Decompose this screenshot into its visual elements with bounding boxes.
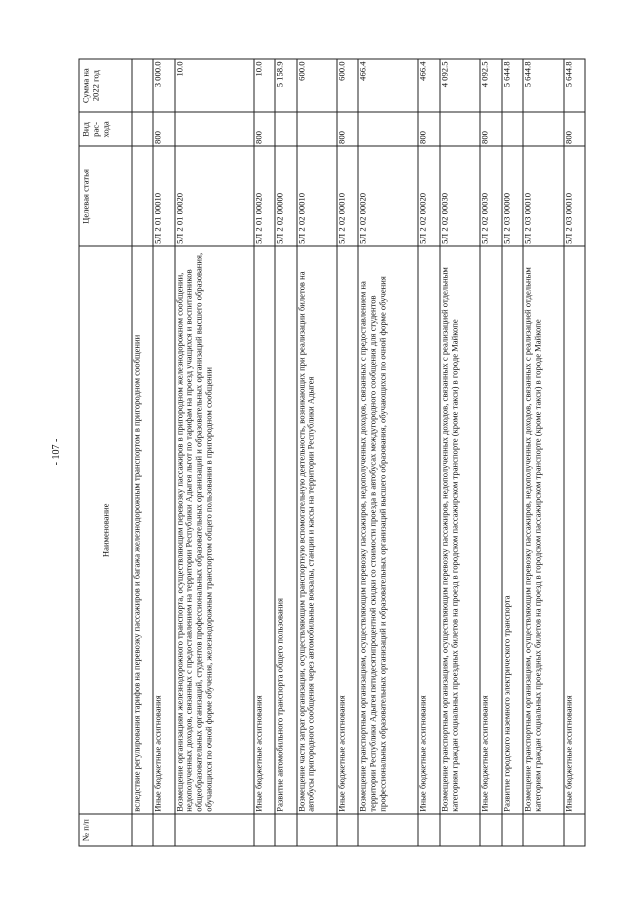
cell-code: 5Л 2 01 00010 (153, 146, 174, 246)
header-name: Наименование (79, 246, 132, 814)
cell-sum: 5 644.8 (502, 59, 523, 112)
cell-code: 5Л 2 03 00000 (502, 146, 523, 246)
cell-sum: 4 092.5 (480, 59, 501, 112)
cell-num (275, 814, 296, 846)
cell-sum: 4 092.5 (440, 59, 481, 112)
cell-sum: 466.4 (358, 59, 418, 112)
cell-sum: 10.0 (254, 59, 275, 112)
header-num: № п/п (79, 814, 132, 846)
cell-name: Иные бюджетные ассигнования (254, 246, 275, 814)
cell-vid: 800 (153, 112, 174, 146)
cell-num (564, 814, 585, 846)
cell-code: 5Л 2 02 00030 (480, 146, 501, 246)
cell-vid (175, 112, 254, 146)
cell-sum: 3 000.0 (153, 59, 174, 112)
table-row (440, 59, 481, 846)
cell-num (132, 814, 153, 846)
cell-num (523, 814, 564, 846)
cell-vid: 800 (418, 112, 439, 146)
cell-vid (358, 112, 418, 146)
table-body (132, 59, 585, 846)
cell-num (337, 814, 358, 846)
cell-name: Возмещение части затрат организации, осуществляющим транспортную вспомогательную деятельность, возникающих при реализации билетов на автобусы пригородного сообщения через автомобильные вокзалы, станции и кассы на территории Республики Адыгея (297, 246, 338, 814)
header-code: Целевая статья (79, 146, 132, 246)
cell-code: 5Л 2 03 00010 (523, 146, 564, 246)
cell-name: Иные бюджетные ассигнования (418, 246, 439, 814)
cell-code: 5Л 2 02 00010 (297, 146, 338, 246)
cell-code (132, 146, 153, 246)
cell-vid (275, 112, 296, 146)
cell-name: Возмещение транспортным организациям, осуществляющим перевозку пассажиров, недополученных доходов, связанных с предоставлением на территории Республики Адыгея пятидесятипроцентной скидки со стоимости проезда в автобусах междугородного сообщения для студентов профессиональных образовательных организаций и образовательных организаций высшего образования, обучающихся по очной форме обучения (358, 246, 418, 814)
cell-vid (502, 112, 523, 146)
rotated-page-content (79, 59, 586, 847)
cell-code: 5Л 2 01 00020 (254, 146, 275, 246)
cell-num (502, 814, 523, 846)
cell-code: 5Л 2 01 00020 (175, 146, 254, 246)
table-row (480, 59, 501, 846)
cell-num (153, 814, 174, 846)
table-row (175, 59, 254, 846)
table-row (337, 59, 358, 846)
table-row (523, 59, 564, 846)
table-row (132, 59, 153, 846)
cell-name: Возмещение транспортным организациям, осуществляющим перевозку пассажиров, недополученных доходов, связанных с реализацией отдельным категориям граждан социальных проездных билетов на проезд в городском пассажирском транспорте (кроме такси) в городе Майкопе (440, 246, 481, 814)
page-number: - 107 - (51, 438, 62, 466)
cell-sum: 600.0 (337, 59, 358, 112)
cell-code: 5Л 2 02 00010 (337, 146, 358, 246)
cell-num (440, 814, 481, 846)
cell-vid (297, 112, 338, 146)
table-row (564, 59, 585, 846)
table-header-row (79, 59, 132, 846)
cell-vid: 800 (254, 112, 275, 146)
cell-sum (132, 59, 153, 112)
cell-num (175, 814, 254, 846)
cell-vid: 800 (480, 112, 501, 146)
cell-name: Иные бюджетные ассигнования (337, 246, 358, 814)
table-row (275, 59, 296, 846)
table-row (502, 59, 523, 846)
cell-sum: 10.0 (175, 59, 254, 112)
cell-name: Возмещение организациям железнодорожного транспорта, осуществляющим перевозку пассажиров в пригородном железнодорожном сообщении, недополученных доходов, связанных с предоставлением на территории Республики Адыгея льгот по тарифам на проезд учащихся и воспитанников общеобразовательных организаций, студентов профессиональных образовательных организаций и образовательных организаций высшего образования, обучающихся по очной форме обучения, железнодорожным транспортом общего пользования в пригородном сообщении (175, 246, 254, 814)
table-row (418, 59, 439, 846)
cell-num (418, 814, 439, 846)
cell-name: Иные бюджетные ассигнования (564, 246, 585, 814)
cell-sum: 5 644.8 (564, 59, 585, 112)
cell-num (297, 814, 338, 846)
header-sum: Сумма на 2022 год (79, 59, 132, 112)
cell-sum: 466.4 (418, 59, 439, 112)
cell-num (254, 814, 275, 846)
cell-name: вследствие регулирования тарифов на перевозку пассажиров и багажа железнодорожным транспортом в пригородном сообщении (132, 246, 153, 814)
cell-code: 5Л 2 02 00020 (358, 146, 418, 246)
cell-vid (440, 112, 481, 146)
table-row (358, 59, 418, 846)
cell-name: Иные бюджетные ассигнования (480, 246, 501, 814)
cell-num (358, 814, 418, 846)
cell-name: Развитие городского наземного электрического транспорта (502, 246, 523, 814)
table-row (153, 59, 174, 846)
budget-table (79, 59, 586, 847)
cell-vid (132, 112, 153, 146)
cell-sum: 5 644.8 (523, 59, 564, 112)
cell-vid: 800 (337, 112, 358, 146)
header-vid: Вид рас-хода (79, 112, 132, 146)
cell-num (480, 814, 501, 846)
cell-name: Иные бюджетные ассигнования (153, 246, 174, 814)
cell-vid (523, 112, 564, 146)
cell-sum: 5 158.9 (275, 59, 296, 112)
cell-code: 5Л 2 02 00020 (418, 146, 439, 246)
cell-code: 5Л 2 02 00030 (440, 146, 481, 246)
table-row (254, 59, 275, 846)
table-row (297, 59, 338, 846)
cell-name: Возмещение транспортным организациям, осуществляющим перевозку пассажиров, недополученных доходов, связанных с реализацией отдельным категориям граждан социальных проездных билетов на проезд в городском пассажирском транспорте (кроме такси) в городе Майкопе (523, 246, 564, 814)
cell-code: 5Л 2 02 00000 (275, 146, 296, 246)
cell-vid: 800 (564, 112, 585, 146)
cell-code: 5Л 2 03 00010 (564, 146, 585, 246)
cell-name: Развитие автомобильного транспорта общего пользования (275, 246, 296, 814)
cell-sum: 600.0 (297, 59, 338, 112)
